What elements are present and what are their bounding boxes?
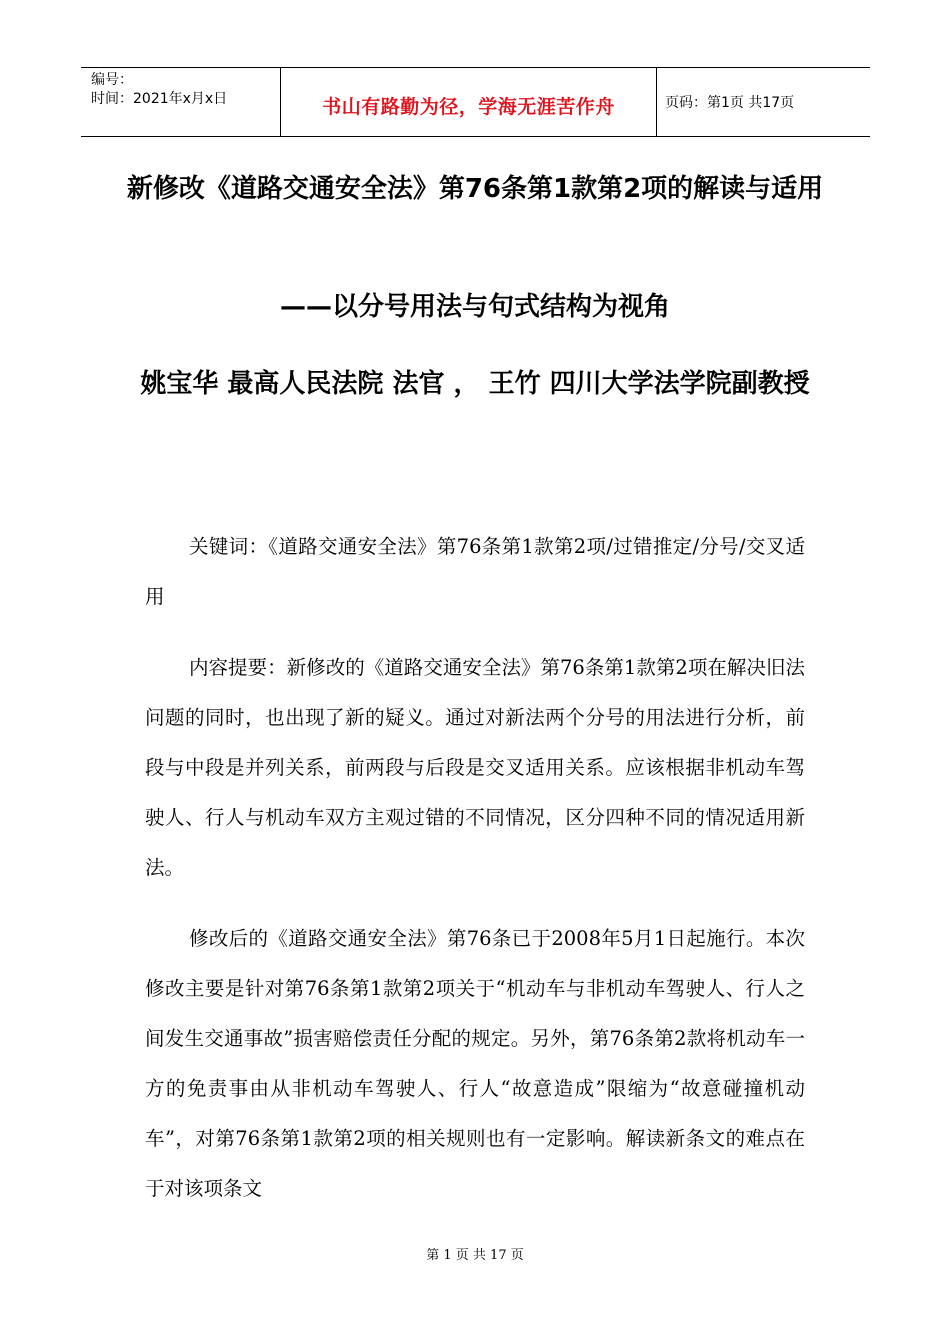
body-paragraph: 修改后的《道路交通安全法》第76条已于2008年5月1日起施行。本次修改主要是针对第76条第1款第2项关于“机动车与非机动车驾驶人、行人之间发生交通事故”损害赔偿责任分配的规定。另外，第76条第2款将机动车一方的免责事由从非机动车驾驶人、行人“故意造成”限缩为“故意碰撞机动车”，对第76条第1款第2项的相关规则也有一定影响。解读新条文的难点在于对该项条文 bbox=[145, 927, 805, 1200]
header-meta bbox=[81, 68, 281, 136]
header-page-info-cell bbox=[657, 68, 870, 136]
page-footer: 第 1 页 共 17 页 bbox=[426, 1248, 524, 1263]
document-title: 新修改《道路交通安全法》第76条第1款第2项的解读与适用 bbox=[126, 174, 824, 204]
header-motto-cell bbox=[281, 68, 657, 136]
document-number-label: 编号： bbox=[91, 72, 133, 88]
page-header bbox=[81, 67, 870, 137]
abstract-paragraph: 内容提要：新修改的《道路交通安全法》第76条第1款第2项在解决旧法问题的同时，也出现了新的疑义。通过对新法两个分号的用法进行分析，前段与中段是并列关系，前两段与后段是交叉适用关系。应该根据非机动车驾驶人、行人与机动车双方主观过错的不同情况，区分四种不同的情况适用新法。 bbox=[145, 656, 805, 879]
header-page-info: 页码：第1页 共17页 bbox=[665, 95, 795, 111]
document-authors: 姚宝华 最高人民法院 法官 ， 王竹 四川大学法学院副教授 bbox=[140, 369, 810, 399]
document-date-label: 时间：2021年x月x日 bbox=[91, 91, 228, 107]
document-subtitle: ——以分号用法与句式结构为视角 bbox=[279, 292, 670, 322]
keywords-paragraph: 关键词：《道路交通安全法》第76条第1款第2项/过错推定/分号/交叉适用 bbox=[145, 535, 805, 608]
header-motto: 书山有路勤为径，学海无涯苦作舟 bbox=[322, 95, 615, 118]
